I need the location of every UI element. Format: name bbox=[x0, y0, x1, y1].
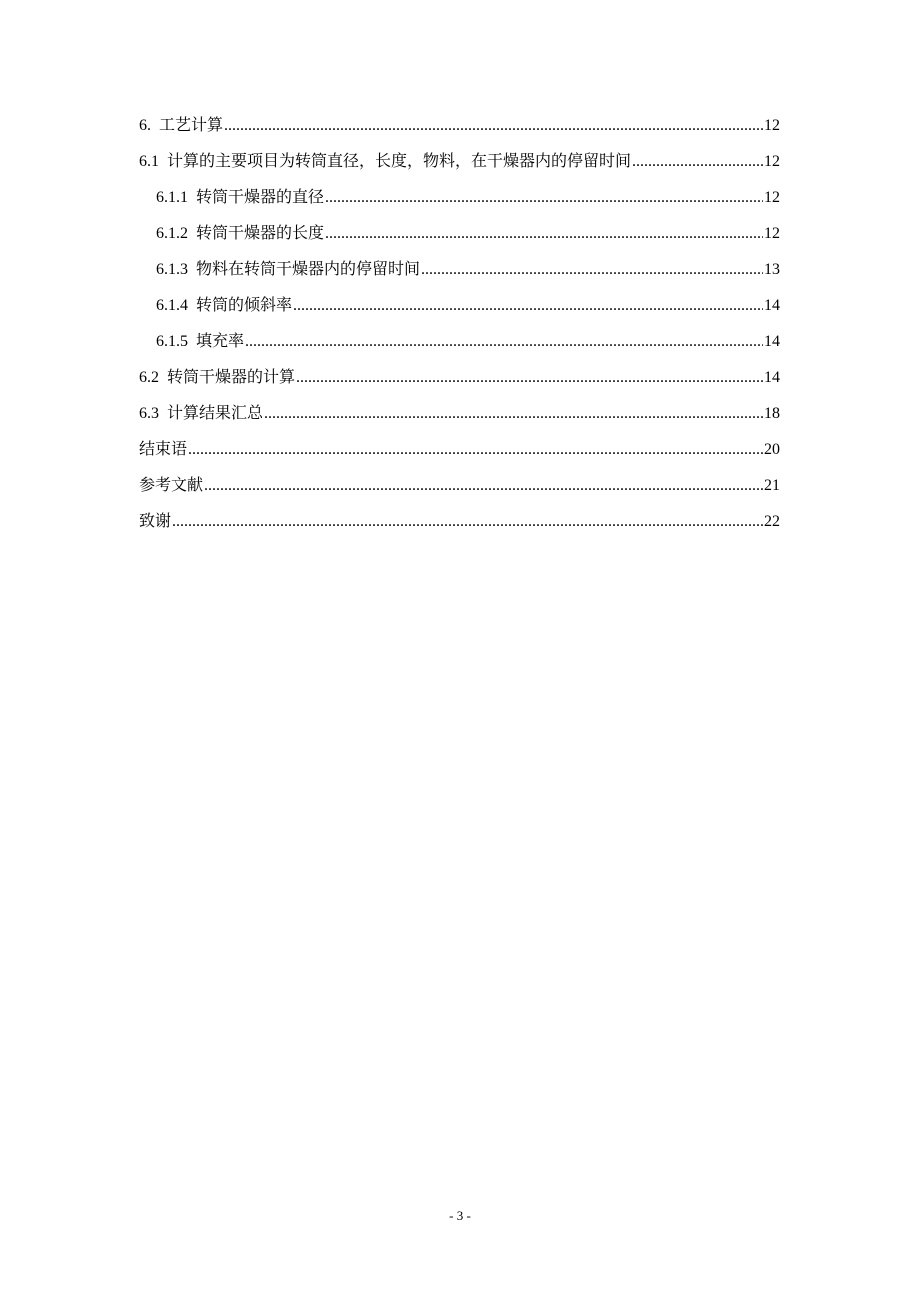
toc-entry-page: 14 bbox=[764, 333, 780, 350]
toc-leader-dots bbox=[325, 180, 763, 216]
toc-entry-title: 转筒干燥器的长度 bbox=[196, 225, 325, 242]
toc-entry-6-2[interactable] bbox=[139, 360, 780, 396]
toc-entry-title: 计算结果汇总 bbox=[167, 405, 264, 422]
toc-entry-title: 结束语 bbox=[139, 441, 188, 458]
toc-leader-dots bbox=[325, 216, 763, 252]
toc-entry-number: 6.1 bbox=[139, 153, 159, 170]
toc-entry-title: 计算的主要项目为转筒直径，长度，物料，在干燥器内的停留时间 bbox=[167, 153, 632, 170]
toc-entry-page: 13 bbox=[764, 261, 780, 278]
toc-entry-page: 20 bbox=[764, 441, 780, 458]
toc-leader-dots bbox=[204, 468, 763, 504]
toc-entry-page: 21 bbox=[764, 477, 780, 494]
toc-entry-number: 6.1.5 bbox=[156, 333, 188, 350]
toc-entry-6-1-4[interactable] bbox=[139, 288, 780, 324]
toc-entry-number: 6.3 bbox=[139, 405, 159, 422]
toc-entry-6-1[interactable] bbox=[139, 144, 780, 180]
toc-entry-title: 填充率 bbox=[196, 333, 245, 350]
toc-entry-title: 转筒干燥器的计算 bbox=[167, 369, 296, 386]
toc-entry-page: 14 bbox=[764, 369, 780, 386]
toc-leader-dots bbox=[632, 144, 763, 180]
toc-entry-page: 12 bbox=[764, 117, 780, 134]
toc-entry-6-3[interactable] bbox=[139, 396, 780, 432]
toc-entry-page: 12 bbox=[764, 153, 780, 170]
toc-entry-6-1-1[interactable] bbox=[139, 180, 780, 216]
toc-leader-dots bbox=[421, 252, 763, 288]
toc-entry-page: 22 bbox=[764, 513, 780, 530]
toc-leader-dots bbox=[224, 108, 763, 144]
toc-leader-dots bbox=[245, 324, 763, 360]
toc-entry-page: 14 bbox=[764, 297, 780, 314]
toc-entry-number: 6.1.2 bbox=[156, 225, 188, 242]
toc-entry-number: 6.2 bbox=[139, 369, 159, 386]
toc-leader-dots bbox=[296, 360, 763, 396]
toc-entry-conclusion[interactable] bbox=[139, 432, 780, 468]
toc-entry-acknowledgements[interactable] bbox=[139, 504, 780, 540]
toc-entry-title: 参考文献 bbox=[139, 477, 204, 494]
toc-entry-title: 转筒干燥器的直径 bbox=[196, 189, 325, 206]
toc-entry-title: 致谢 bbox=[139, 513, 172, 530]
toc-entry-number: 6.1.4 bbox=[156, 297, 188, 314]
toc-entry-6-1-5[interactable] bbox=[139, 324, 780, 360]
toc-leader-dots bbox=[264, 396, 763, 432]
toc-entry-references[interactable] bbox=[139, 468, 780, 504]
toc-entry-title: 转筒的倾斜率 bbox=[196, 297, 293, 314]
toc-entry-6[interactable] bbox=[139, 108, 780, 144]
toc-leader-dots bbox=[293, 288, 763, 324]
toc-entry-page: 12 bbox=[764, 189, 780, 206]
page-number: - 3 - bbox=[449, 1208, 471, 1223]
toc-entry-number: 6.1.1 bbox=[156, 189, 188, 206]
toc-entry-title: 工艺计算 bbox=[159, 117, 224, 134]
toc-leader-dots bbox=[172, 504, 763, 540]
toc-entry-number: 6. bbox=[139, 117, 151, 134]
toc-entry-title: 物料在转筒干燥器内的停留时间 bbox=[196, 261, 421, 278]
toc-entry-number: 6.1.3 bbox=[156, 261, 188, 278]
toc-entry-page: 18 bbox=[764, 405, 780, 422]
toc-leader-dots bbox=[188, 432, 763, 468]
table-of-contents bbox=[139, 108, 780, 540]
toc-entry-page: 12 bbox=[764, 225, 780, 242]
toc-entry-6-1-3[interactable] bbox=[139, 252, 780, 288]
toc-entry-6-1-2[interactable] bbox=[139, 216, 780, 252]
